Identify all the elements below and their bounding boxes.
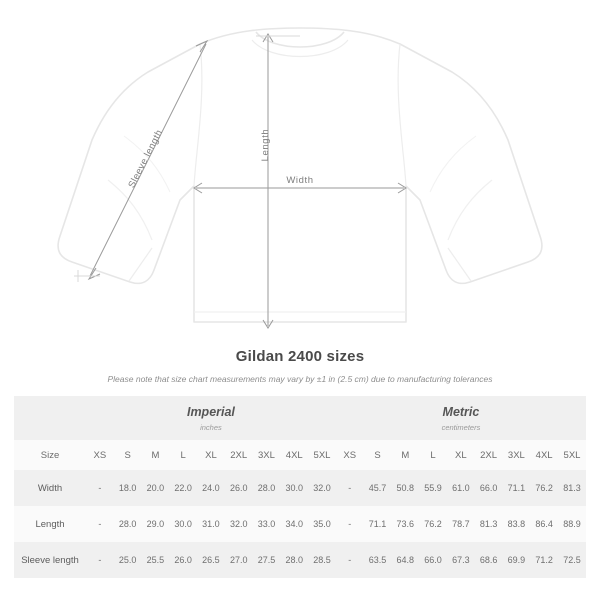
size-table <box>14 396 586 578</box>
size-col-imperial-2xl: 2XL <box>225 440 253 470</box>
cell-length-metric-5xl: 88.9 <box>558 506 586 542</box>
cell-width-imperial-xl: 24.0 <box>197 470 225 506</box>
size-col-imperial-xl: XL <box>197 440 225 470</box>
size-col-metric-2xl: 2XL <box>475 440 503 470</box>
unit-group-metric-sub: centimeters <box>441 422 481 432</box>
cell-sleeve-imperial-xl: 26.5 <box>197 542 225 578</box>
cell-sleeve-imperial-4xl: 28.0 <box>280 542 308 578</box>
size-col-imperial-m: M <box>142 440 170 470</box>
table-row <box>14 506 586 542</box>
size-col-metric-xl: XL <box>447 440 475 470</box>
cell-length-imperial-m: 29.0 <box>142 506 170 542</box>
cell-sleeve-metric-xs: - <box>336 542 364 578</box>
unit-group-imperial-sub: inches <box>200 422 222 432</box>
size-col-imperial-4xl: 4XL <box>280 440 308 470</box>
sleeve-length-label: Sleeve length <box>126 127 166 190</box>
unit-group-metric-name: Metric <box>442 404 480 419</box>
cell-width-metric-3xl: 71.1 <box>502 470 530 506</box>
page-title: Gildan 2400 sizes <box>235 348 365 365</box>
unit-group-imperial <box>86 396 336 440</box>
size-col-imperial-3xl: 3XL <box>253 440 281 470</box>
unit-group-imperial-name: Imperial <box>186 404 235 419</box>
cell-width-metric-xs: - <box>336 470 364 506</box>
unit-spacer <box>14 396 86 440</box>
cell-width-metric-4xl: 76.2 <box>530 470 558 506</box>
cell-sleeve-metric-3xl: 69.9 <box>502 542 530 578</box>
cell-length-imperial-4xl: 34.0 <box>280 506 308 542</box>
width-label: Width <box>286 175 314 186</box>
size-col-imperial-s: S <box>114 440 142 470</box>
cell-length-imperial-3xl: 33.0 <box>253 506 281 542</box>
cell-width-imperial-3xl: 28.0 <box>253 470 281 506</box>
size-header-row <box>14 440 586 470</box>
cell-width-imperial-l: 22.0 <box>169 470 197 506</box>
cell-length-imperial-5xl: 35.0 <box>308 506 336 542</box>
cell-length-metric-xs: - <box>336 506 364 542</box>
cell-sleeve-metric-s: 63.5 <box>364 542 392 578</box>
size-col-metric-m: M <box>391 440 419 470</box>
size-col-metric-4xl: 4XL <box>530 440 558 470</box>
cell-length-metric-4xl: 86.4 <box>530 506 558 542</box>
cell-width-metric-s: 45.7 <box>364 470 392 506</box>
size-col-imperial-l: L <box>169 440 197 470</box>
cell-sleeve-imperial-xs: - <box>86 542 114 578</box>
size-col-imperial-xs: XS <box>86 440 114 470</box>
cell-length-metric-xl: 78.7 <box>447 506 475 542</box>
cell-width-imperial-5xl: 32.0 <box>308 470 336 506</box>
row-label-sleeve-length: Sleeve length <box>14 542 86 578</box>
unit-header-row <box>14 396 586 440</box>
length-label: Length <box>260 128 271 162</box>
cell-length-metric-m: 73.6 <box>391 506 419 542</box>
cell-width-imperial-xs: - <box>86 470 114 506</box>
cell-length-metric-3xl: 83.8 <box>502 506 530 542</box>
cell-length-imperial-s: 28.0 <box>114 506 142 542</box>
cell-width-metric-m: 50.8 <box>391 470 419 506</box>
table-row <box>14 470 586 506</box>
cell-sleeve-metric-2xl: 68.6 <box>475 542 503 578</box>
cell-width-metric-2xl: 66.0 <box>475 470 503 506</box>
cell-sleeve-imperial-2xl: 27.0 <box>225 542 253 578</box>
cell-sleeve-metric-m: 64.8 <box>391 542 419 578</box>
row-label-length: Length <box>14 506 86 542</box>
cell-sleeve-metric-5xl: 72.5 <box>558 542 586 578</box>
cell-width-imperial-2xl: 26.0 <box>225 470 253 506</box>
size-col-metric-5xl: 5XL <box>558 440 586 470</box>
size-col-imperial-5xl: 5XL <box>308 440 336 470</box>
cell-length-metric-2xl: 81.3 <box>475 506 503 542</box>
cell-width-imperial-4xl: 30.0 <box>280 470 308 506</box>
size-col-metric-xs: XS <box>336 440 364 470</box>
cell-length-imperial-l: 30.0 <box>169 506 197 542</box>
cell-width-metric-l: 55.9 <box>419 470 447 506</box>
cell-length-imperial-2xl: 32.0 <box>225 506 253 542</box>
cell-sleeve-metric-l: 66.0 <box>419 542 447 578</box>
cell-length-metric-s: 71.1 <box>364 506 392 542</box>
cell-width-imperial-m: 20.0 <box>142 470 170 506</box>
cell-sleeve-imperial-3xl: 27.5 <box>253 542 281 578</box>
cell-length-metric-l: 76.2 <box>419 506 447 542</box>
cell-sleeve-metric-xl: 67.3 <box>447 542 475 578</box>
cell-sleeve-imperial-s: 25.0 <box>114 542 142 578</box>
cell-length-imperial-xl: 31.0 <box>197 506 225 542</box>
title-block <box>0 340 600 384</box>
cell-length-imperial-xs: - <box>86 506 114 542</box>
cell-width-imperial-s: 18.0 <box>114 470 142 506</box>
size-col-metric-3xl: 3XL <box>502 440 530 470</box>
cell-sleeve-imperial-5xl: 28.5 <box>308 542 336 578</box>
cell-sleeve-imperial-l: 26.0 <box>169 542 197 578</box>
cell-width-metric-5xl: 81.3 <box>558 470 586 506</box>
size-table-wrap <box>0 396 600 578</box>
table-row <box>14 542 586 578</box>
size-col-metric-l: L <box>419 440 447 470</box>
unit-group-metric <box>336 396 586 440</box>
cell-width-metric-xl: 61.0 <box>447 470 475 506</box>
cell-sleeve-metric-4xl: 71.2 <box>530 542 558 578</box>
tolerance-note: Please note that size chart measurements may vary by ±1 in (2.5 cm) due to manufacturing tolerances <box>107 374 493 384</box>
size-header-label: Size <box>14 440 86 470</box>
size-col-metric-s: S <box>364 440 392 470</box>
row-label-width: Width <box>14 470 86 506</box>
cell-sleeve-imperial-m: 25.5 <box>142 542 170 578</box>
